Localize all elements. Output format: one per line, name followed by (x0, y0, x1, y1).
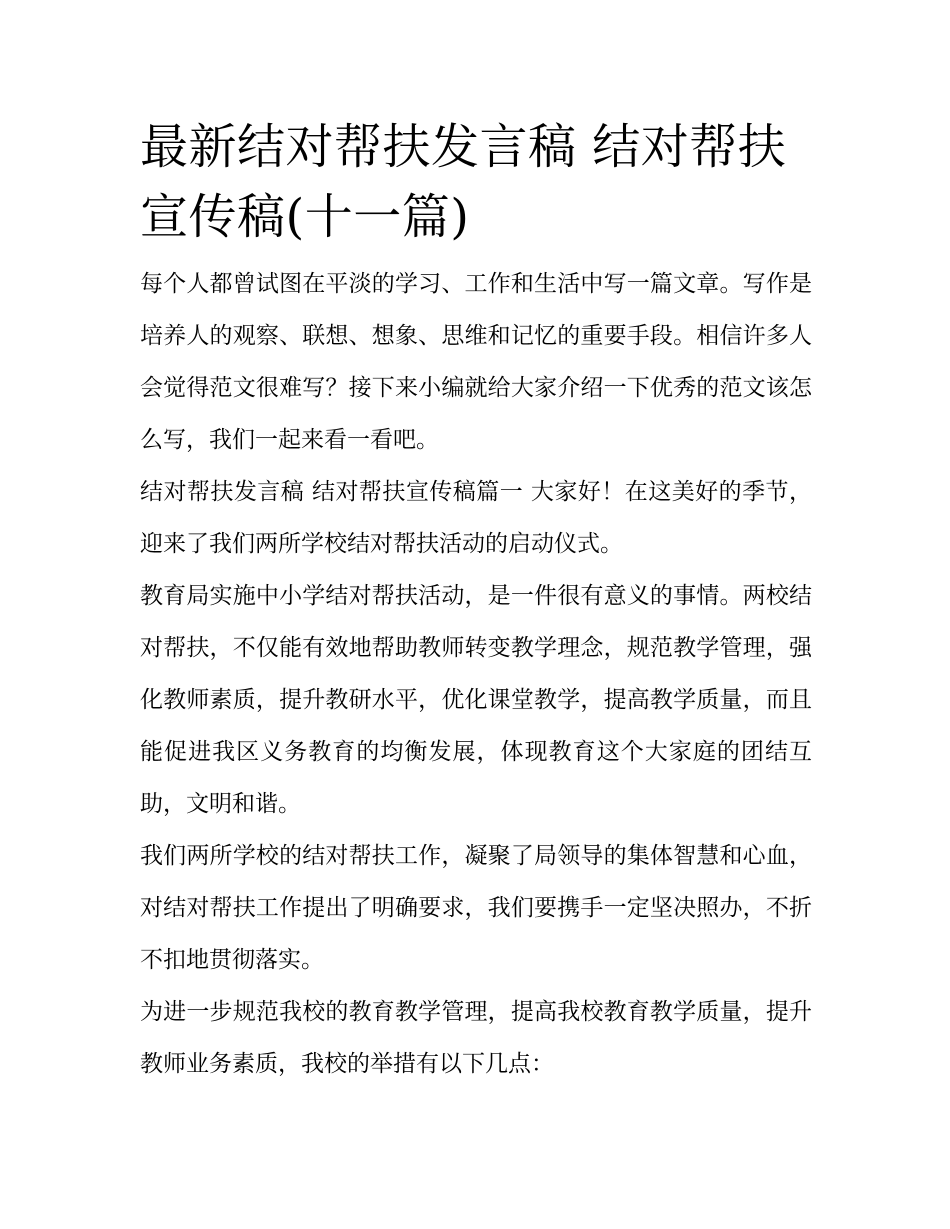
document-body (140, 112, 812, 1090)
paragraph-commitment: 我们两所学校的结对帮扶工作，凝聚了局领导的集体智慧和心血，对结对帮扶工作提出了明确要求，我们要携手一定坚决照办，不折不扣地贯彻落实。 (140, 843, 812, 973)
paragraph-greeting: 结对帮扶发言稿 结对帮扶宣传稿篇一 大家好！在这美好的季节，迎来了我们两所学校结对帮扶活动的启动仪式。 (140, 479, 812, 557)
document-title: 最新结对帮扶发言稿 结对帮扶宣传稿(十一篇) (140, 119, 787, 245)
paragraph-measures: 为进一步规范我校的教育教学管理，提高我校教育教学质量，提升教师业务素质，我校的举措有以下几点： (140, 999, 812, 1077)
paragraph-significance: 教育局实施中小学结对帮扶活动，是一件很有意义的事情。两校结对帮扶，不仅能有效地帮助教师转变教学理念，规范教学管理，强化教师素质，提升教研水平，优化课堂教学，提高教学质量，而且能促进我区义务教育的均衡发展，体现教育这个大家庭的团结互助，文明和谐。 (140, 583, 812, 817)
paragraph-intro: 每个人都曾试图在平淡的学习、工作和生活中写一篇文章。写作是培养人的观察、联想、想象、思维和记忆的重要手段。相信许多人会觉得范文很难写？接下来小编就给大家介绍一下优秀的范文该怎么写，我们一起来看一看吧。 (140, 271, 812, 453)
